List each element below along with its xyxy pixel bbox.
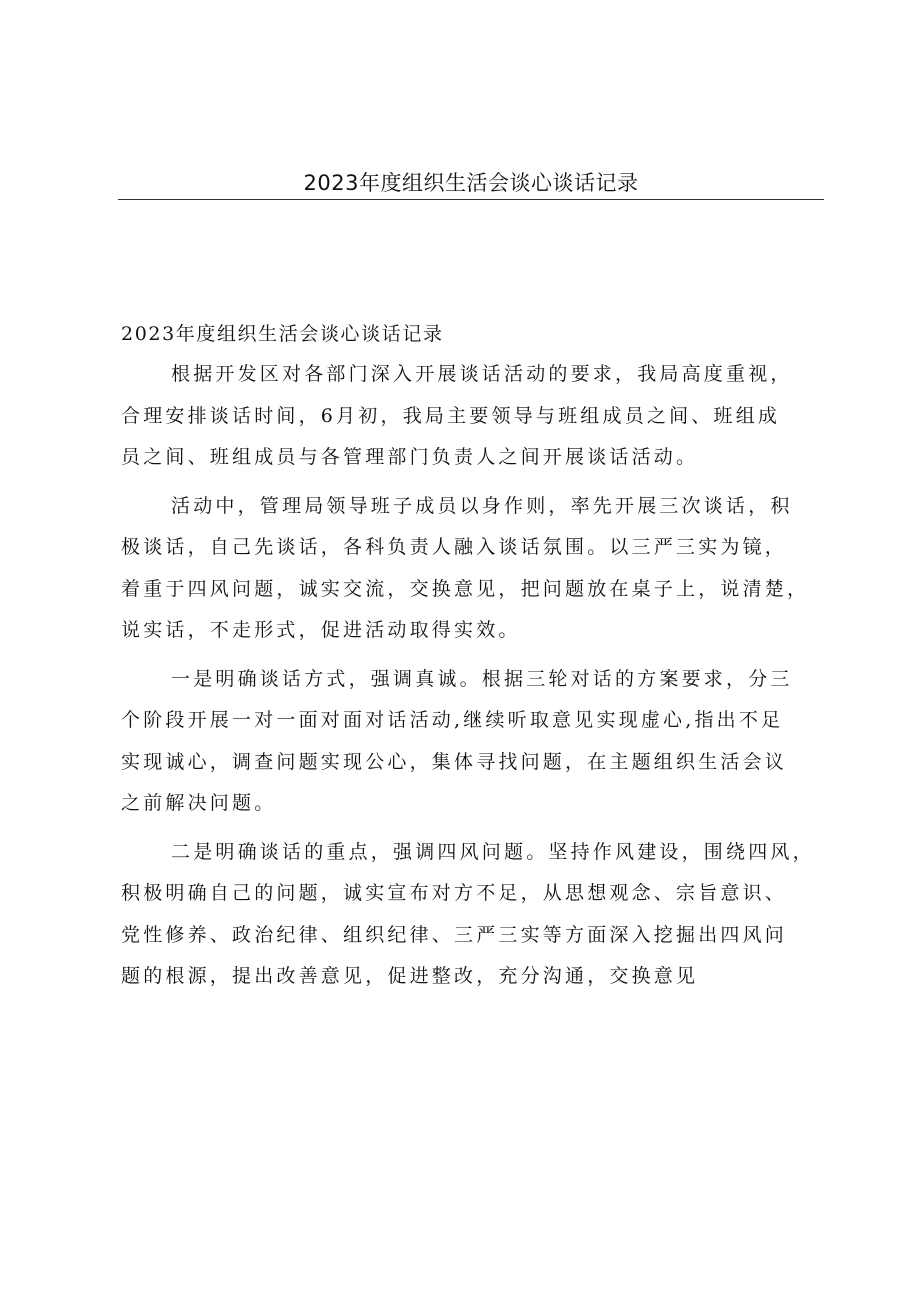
paragraph-line: 题的根源，提出改善意见，促进整改，充分沟通，交换意见 [121,965,699,987]
paragraph-4 [121,832,833,998]
document-body [121,314,833,1005]
paragraph-line: 极谈话，自己先谈话，各科负责人融入谈话氛围。以三严三实为镜， [121,536,788,558]
paragraph-line: 一是明确谈话方式，强调真诚。根据三轮对话的方案要求，分三 [171,667,793,690]
header-divider [118,199,824,200]
paragraph-line: 党性修养、政治纪律、组织纪律、三严三实等方面深入挖掘出四风问 [121,923,788,946]
paragraph-3 [121,659,833,825]
paragraph-line: 着重于四风问题，诚实交流，交换意见，把问题放在桌子上，说清楚， [121,577,810,600]
header-title: 2023年度组织生活会谈心谈话记录 [303,171,639,195]
paragraph-1 [121,354,833,479]
paragraph-line: 说实话，不走形式，促进活动取得实效。 [121,619,521,641]
paragraph-line: 根据开发区对各部门深入开展谈话活动的要求，我局高度重视， [171,363,793,385]
paragraph-line: 二是明确谈话的重点，强调四风问题。坚持作风建设，围绕四风， [171,840,815,863]
paragraph-line: 员之间、班组成员与各管理部门负责人之间开展谈话活动。 [121,446,699,468]
paragraph-line: 合理安排谈话时间，6月初，我局主要领导与班组成员之间、班组成 [121,404,781,427]
paragraph-line: 之前解决问题。 [121,792,277,814]
paragraph-line: 个阶段开展一对一面对面对话活动,继续听取意见实现虚心,指出不足 [121,709,784,731]
paragraph-line: 活动中，管理局领导班子成员以身作则，率先开展三次谈话，积 [171,494,793,517]
paragraph-line: 实现诚心，调查问题实现公心，集体寻找问题，在主题组织生活会议 [121,750,788,773]
paragraph-line: 积极明确自己的问题，诚实宣布对方不足，从思想观念、宗旨意识、 [121,882,788,904]
paragraph-2 [121,486,833,652]
document-subtitle: 2023年度组织生活会谈心谈话记录 [121,323,444,345]
